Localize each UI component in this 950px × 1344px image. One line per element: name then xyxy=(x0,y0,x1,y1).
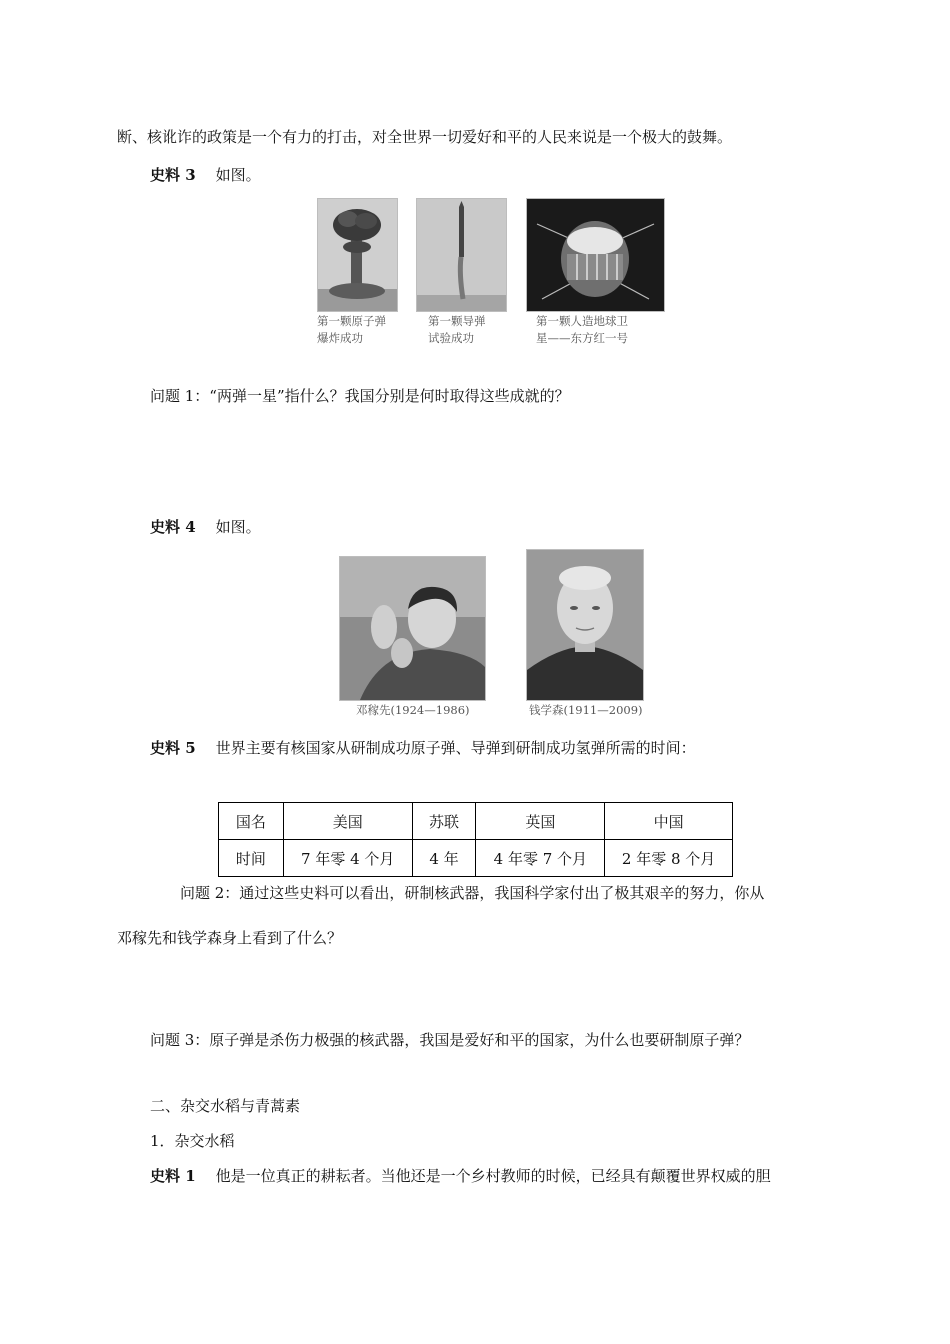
source-3 xyxy=(150,165,261,185)
table-cell: 苏联 xyxy=(412,803,476,840)
atomic-bomb-photo xyxy=(317,198,398,312)
table-cell: 2 年零 8 个月 xyxy=(605,840,733,877)
source-4 xyxy=(150,517,261,537)
source-5-text: 世界主要有核国家从研制成功原子弹、导弹到研制成功氢弹所需的时间： xyxy=(215,739,696,757)
source-4-label: 史料 4 xyxy=(150,518,196,536)
table-row xyxy=(219,803,733,840)
question-3: 问题 3：原子弹是杀伤力极强的核武器，我国是爱好和平的国家，为什么也要研制原子弹？ xyxy=(150,1031,750,1049)
table-cell: 英国 xyxy=(476,803,605,840)
question-1: 问题 1：“两弹一星”指什么？我国分别是何时取得这些成就的？ xyxy=(150,387,570,405)
paragraph-continued: 断、核讹诈的政策是一个有力的打击，对全世界一切爱好和平的人民来说是一个极大的鼓舞。 xyxy=(117,128,733,146)
source-1-text: 他是一位真正的耕耘者。当他还是一个乡村教师的时候，已经具有颠覆世界权威的胆 xyxy=(215,1167,771,1185)
deng-jiaxian-photo xyxy=(339,556,486,701)
caption-atomic-bomb: 第一颗原子弹 爆炸成功 xyxy=(317,314,386,345)
table-cell: 时间 xyxy=(219,840,284,877)
table-cell: 美国 xyxy=(283,803,412,840)
table-cell: 国名 xyxy=(219,803,284,840)
source-3-label: 史料 3 xyxy=(150,166,196,184)
source-3-text: 如图。 xyxy=(215,166,261,184)
source-5-label: 史料 5 xyxy=(150,739,196,757)
caption-missile: 第一颗导弹 试验成功 xyxy=(428,314,486,345)
section-heading-2: 二、杂交水稻与青蒿素 xyxy=(150,1097,301,1115)
source-4-text: 如图。 xyxy=(215,518,261,536)
nuclear-time-table xyxy=(218,802,733,877)
source-1 xyxy=(150,1166,771,1186)
satellite-photo xyxy=(526,198,665,312)
qian-xuesen-photo xyxy=(526,549,644,701)
question-2-line-2: 邓稼先和钱学森身上看到了什么？ xyxy=(117,929,343,947)
table-row xyxy=(219,840,733,877)
table-cell: 4 年 xyxy=(412,840,476,877)
source-5 xyxy=(150,738,696,758)
caption-deng-jiaxian: 邓稼先(1924—1986) xyxy=(356,703,470,717)
missile-photo xyxy=(416,198,507,312)
caption-qian-xuesen: 钱学森(1911—2009) xyxy=(529,703,643,717)
caption-satellite: 第一颗人造地球卫 星——东方红一号 xyxy=(536,314,628,345)
source-1-label: 史料 1 xyxy=(150,1167,196,1185)
table-cell: 7 年零 4 个月 xyxy=(283,840,412,877)
question-2-line-1: 问题 2：通过这些史料可以看出，研制核武器，我国科学家付出了极其艰辛的努力，你从 xyxy=(180,884,765,902)
subheading-hybrid-rice: 1．杂交水稻 xyxy=(150,1132,235,1150)
table-cell: 中国 xyxy=(605,803,733,840)
table-cell: 4 年零 7 个月 xyxy=(476,840,605,877)
